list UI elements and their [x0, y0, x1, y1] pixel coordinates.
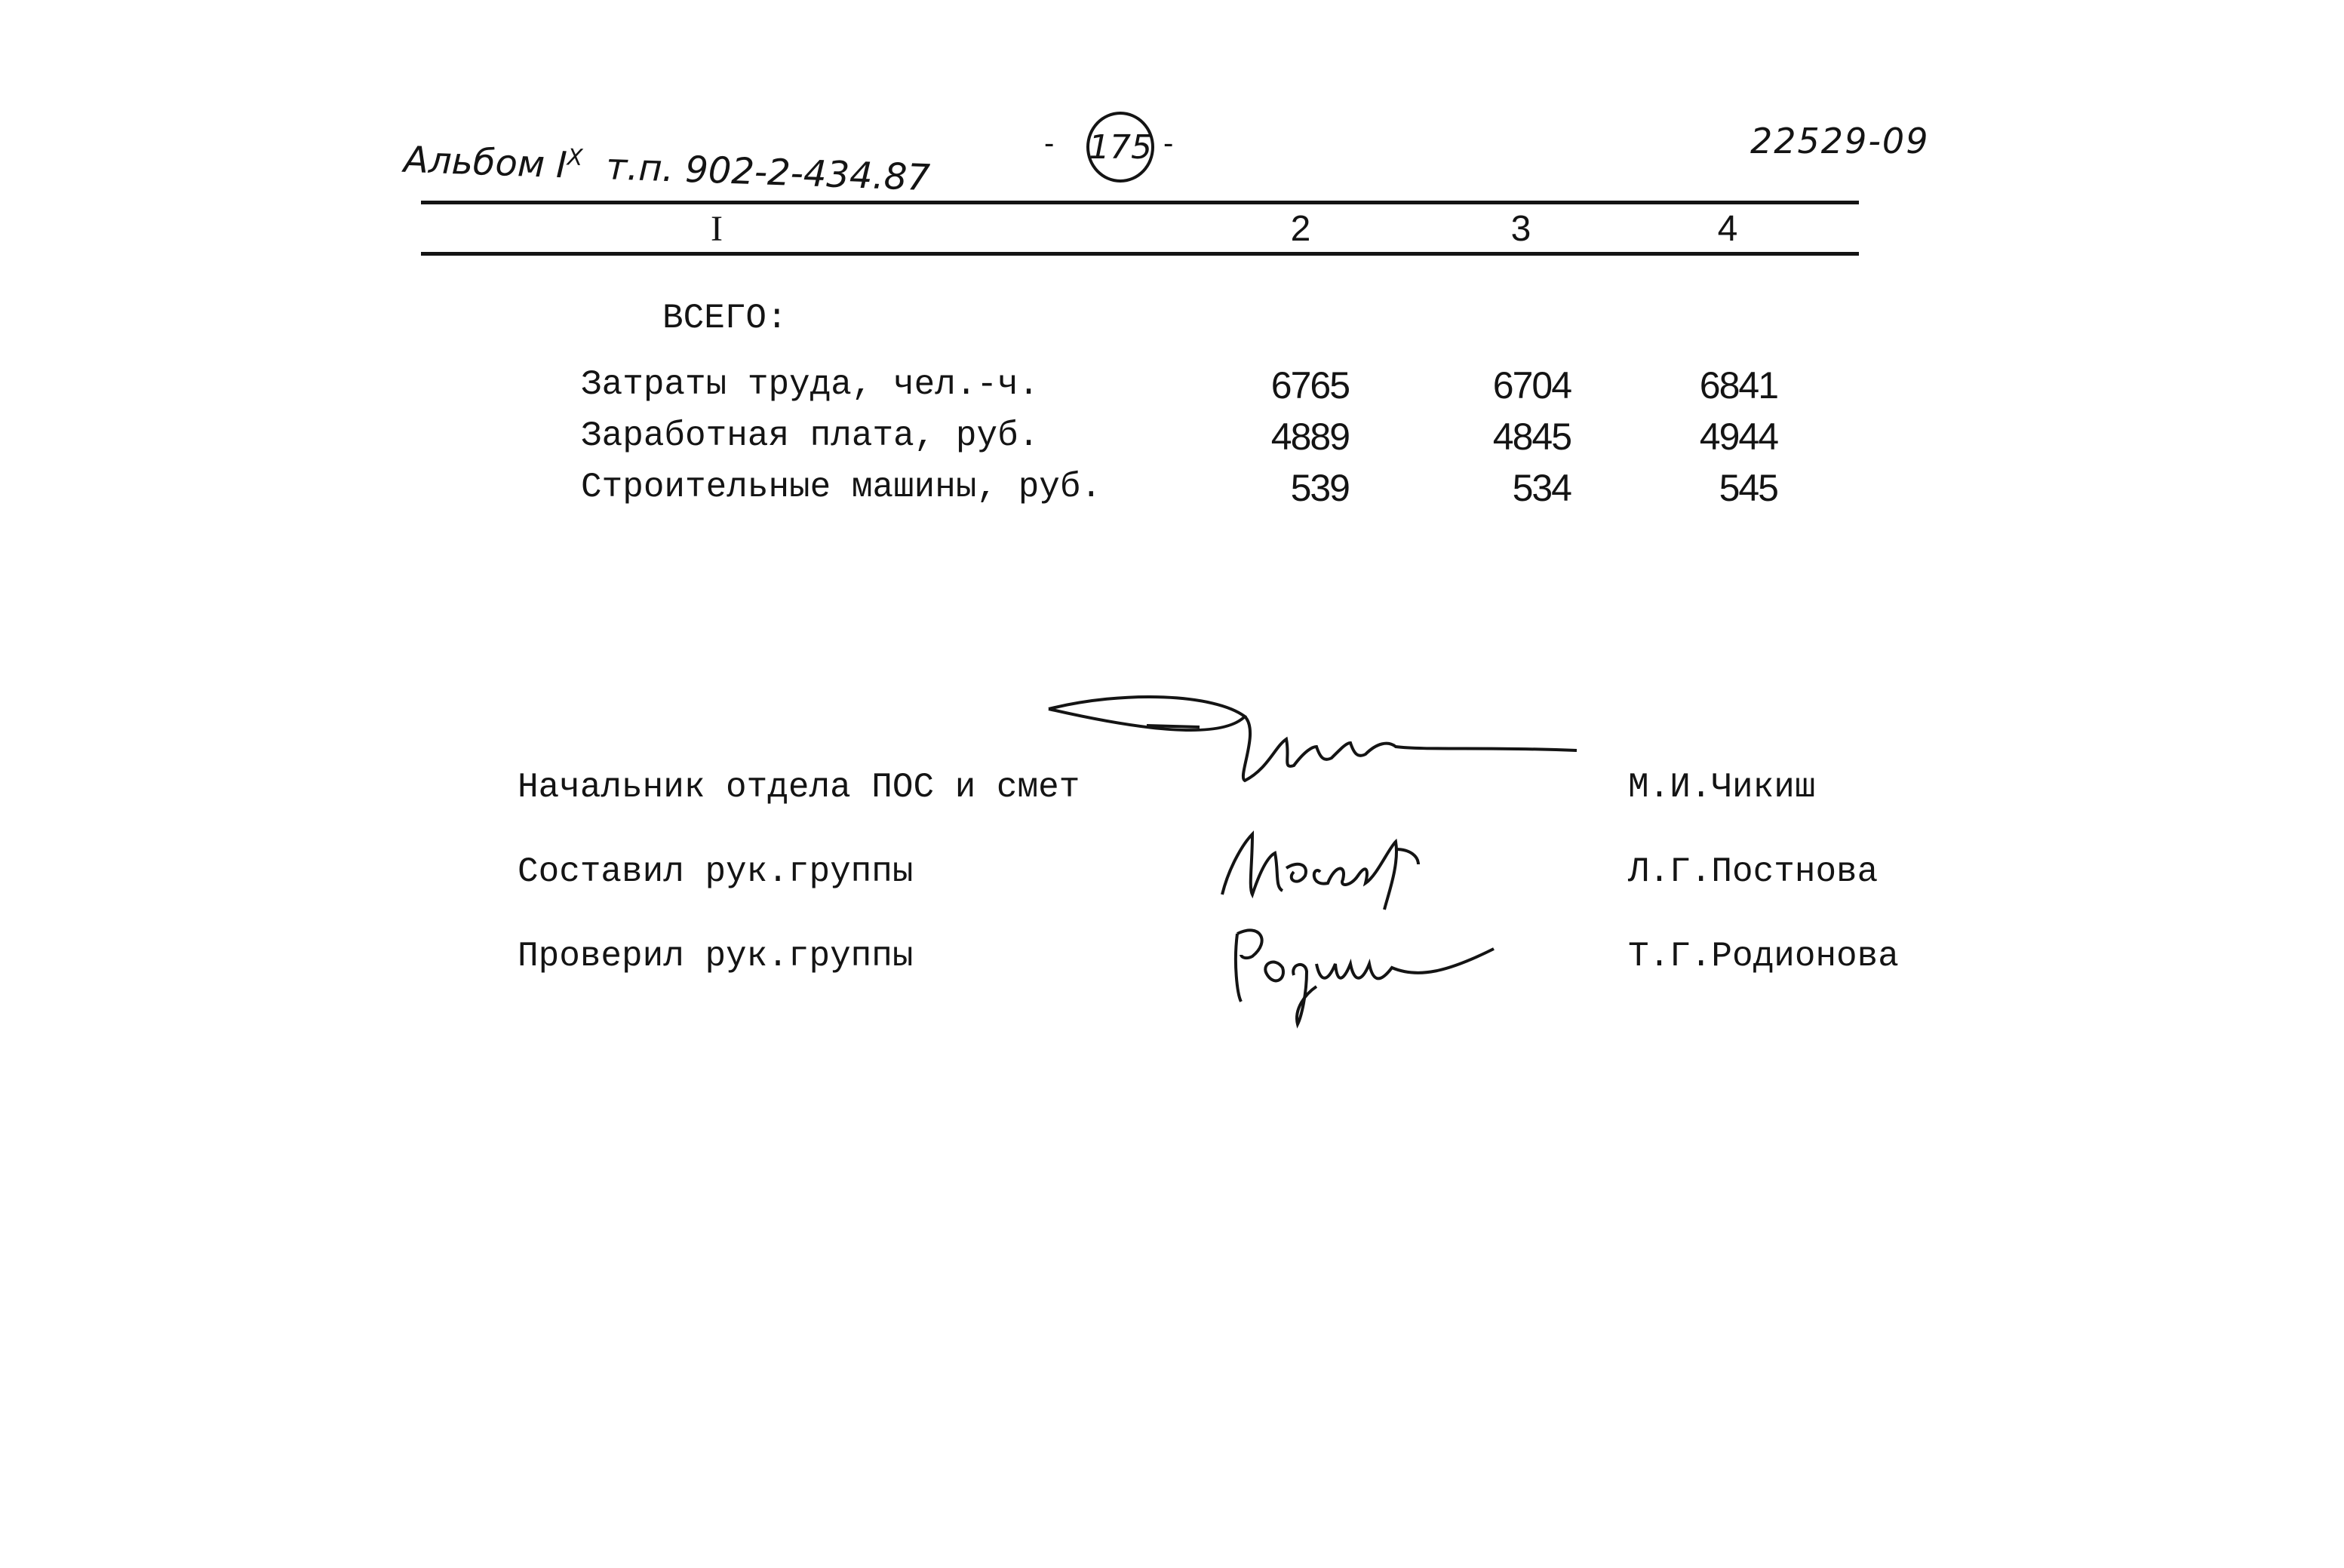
signature-scribble-1	[1034, 686, 1584, 792]
row-label-machines: Строительные машины, руб.	[581, 468, 1102, 507]
row-machines-value-4: 545	[1719, 467, 1777, 509]
row-label-wages: Заработная плата, руб.	[581, 416, 1040, 456]
album-reference	[403, 139, 931, 199]
row-machines-value-2: 539	[1290, 467, 1349, 509]
row-wages-value-4: 4944	[1699, 416, 1777, 458]
signature-scribble-3	[1222, 911, 1509, 1032]
row-label-labor: Затраты труда, чел.-ч.	[581, 365, 1040, 404]
table-top-rule	[421, 201, 1859, 204]
row-wages-value-3: 4845	[1492, 416, 1571, 458]
dash-left: -	[1044, 127, 1055, 160]
row-labor-value-2: 6765	[1270, 364, 1349, 407]
signature-role-3: Проверил рук.группы	[518, 937, 914, 976]
signature-name-3: Т.Г.Родионова	[1628, 937, 1899, 976]
table-header-bottom-rule	[421, 252, 1859, 256]
signature-name-2: Л.Г.Постнова	[1628, 852, 1879, 891]
row-labor-value-3: 6704	[1492, 364, 1571, 407]
tp-number: т.п. 902-2-434.87	[605, 146, 931, 200]
signature-scribble-2	[1215, 819, 1456, 917]
column-header-2: 2	[1290, 209, 1311, 249]
album-superscript: X	[567, 144, 584, 172]
dash-right: -	[1163, 127, 1174, 160]
signature-role-1: Начальник отдела ПОС и смет	[518, 768, 1080, 807]
page-number-circle	[1086, 112, 1154, 183]
section-title: ВСЕГО:	[662, 299, 788, 338]
column-header-4: 4	[1717, 209, 1738, 249]
column-header-1: I	[711, 209, 723, 249]
signature-name-1: М.И.Чикиш	[1628, 768, 1816, 807]
document-code: 22529-09	[1750, 121, 1930, 161]
album-label: Альбом I	[403, 138, 568, 187]
page-number-marker	[1044, 112, 1195, 187]
row-wages-value-2: 4889	[1270, 416, 1349, 458]
row-labor-value-4: 6841	[1699, 364, 1777, 407]
signature-role-2: Составил рук.группы	[518, 852, 914, 891]
column-header-3: 3	[1510, 209, 1531, 249]
page-number: 175	[1089, 127, 1152, 167]
row-machines-value-3: 534	[1512, 467, 1571, 509]
